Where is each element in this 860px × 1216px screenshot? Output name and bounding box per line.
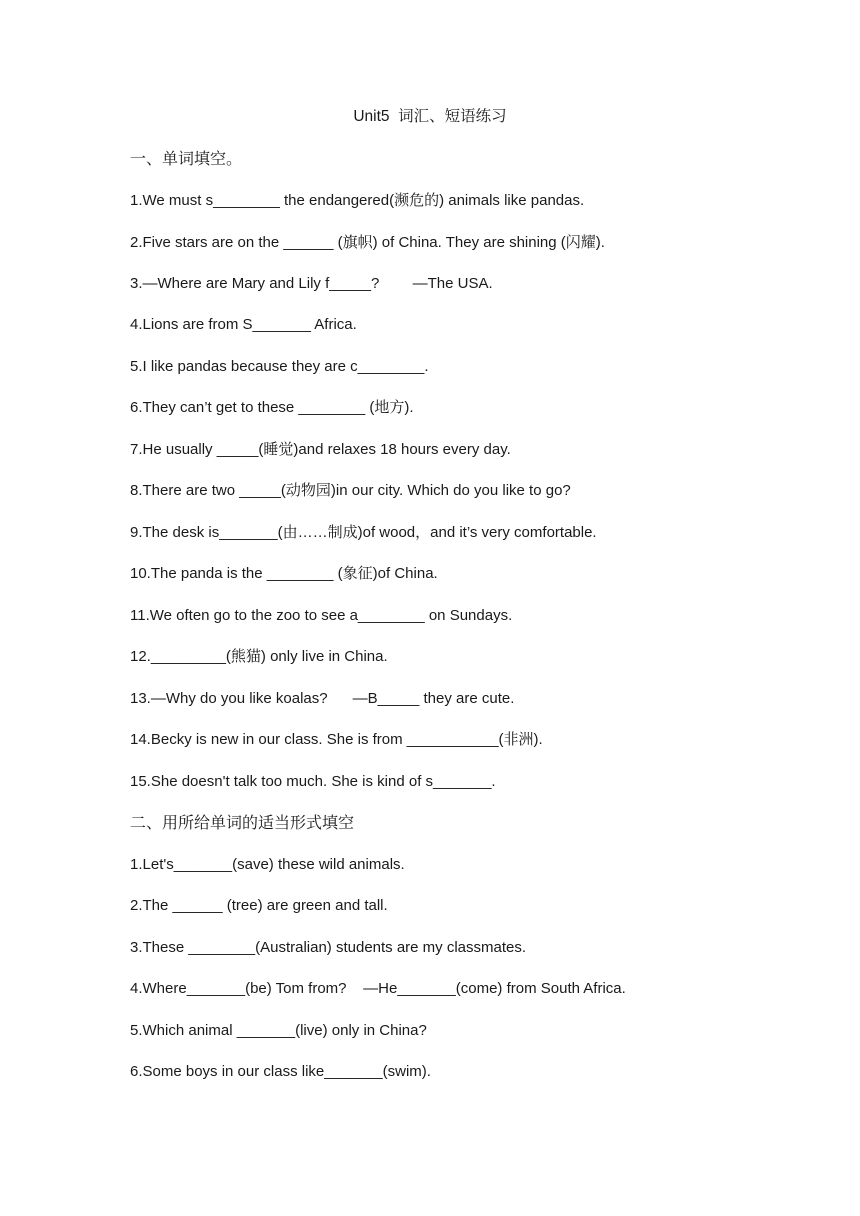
section-2-question-2: 2.The ______ (tree) are green and tall.	[130, 897, 388, 914]
section-1-question-2: 2.Five stars are on the ______ (旗帜) of China. They are shining (闪耀).	[130, 234, 605, 251]
section-1-question-12: 12._________(熊猫) only live in China.	[130, 648, 388, 665]
section-1-question-8: 8.There are two _____(动物园)in our city. Which do you like to go?	[130, 482, 571, 499]
section-1-question-1: 1.We must s________ the endangered(濒危的) animals like pandas.	[130, 192, 585, 209]
section-1-question-5: 5.I like pandas because they are c________.	[130, 358, 429, 375]
section-1-question-3: 3.—Where are Mary and Lily f_____? —The USA.	[130, 275, 493, 292]
section-2-heading: 二、用所给单词的适当形式填空	[130, 813, 355, 832]
section-1-question-14: 14.Becky is new in our class. She is from ___________(非洲).	[130, 731, 543, 748]
section-1-question-10: 10.The panda is the ________ (象征)of China.	[130, 565, 438, 582]
section-1-question-11: 11.We often go to the zoo to see a________ on Sundays.	[130, 607, 513, 624]
section-2-question-6: 6.Some boys in our class like_______(swim).	[130, 1063, 431, 1080]
section-1-question-7: 7.He usually _____(睡觉)and relaxes 18 hours every day.	[130, 441, 511, 458]
section-2-question-5: 5.Which animal _______(live) only in China?	[130, 1022, 427, 1039]
section-1-question-9: 9.The desk is_______(由……制成)of wood，and it’s very comfortable.	[130, 524, 597, 541]
page-title: Unit5 词汇、短语练习	[353, 108, 507, 125]
section-1-question-13: 13.—Why do you like koalas? —B_____ they are cute.	[130, 690, 515, 707]
section-1-question-6: 6.They can’t get to these ________ (地方).	[130, 399, 414, 416]
section-1-question-15: 15.She doesn't talk too much. She is kind of s_______.	[130, 773, 496, 790]
section-1-heading: 一、单词填空。	[130, 149, 243, 168]
section-1-question-4: 4.Lions are from S_______ Africa.	[130, 316, 357, 333]
section-2-question-3: 3.These ________(Australian) students are my classmates.	[130, 939, 527, 956]
section-2-question-1: 1.Let's_______(save) these wild animals.	[130, 856, 405, 873]
section-2-question-4: 4.Where_______(be) Tom from? —He_______(come) from South Africa.	[130, 980, 626, 997]
